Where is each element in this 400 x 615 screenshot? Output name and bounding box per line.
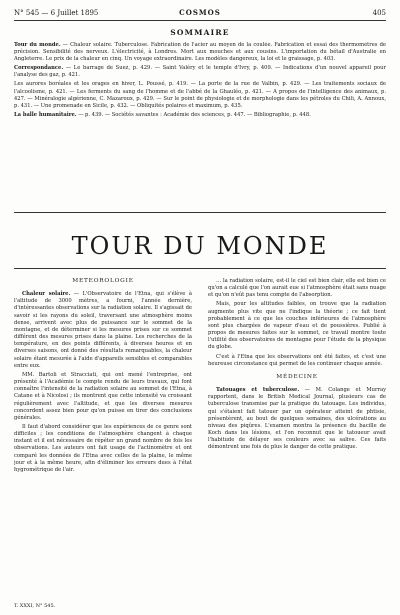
issue-info: N° 545 — 6 Juillet 1895 — [14, 9, 99, 17]
article-text: Il faut d'abord considérer que les expériences de ce genre sont difficiles ; les conditions de l'atmosphère changent à chaque instant et il est nécessaire de répéter un grand nombre de fois les observations. Les auteurs ont fait usage de l'actinomètre et ont comparé les données de l'Etna avec celles de la plaine, le même jour et à la même heure, afin d'éliminer les erreurs dues à l'état hygrométrique de l'air. — [14, 423, 192, 473]
sommaire-text: Les aurores boréales et les orages en hiver, L. Poussé, p. 419. — La porte de la rue de Valbin, p. 429. — Les traitements sociaux de l'alcoolisme, p. 421. — Les ferments du sang de l'homme et de l'abbé de la Ghauléo, p. 421. — A propos de l'intelligence des animaux, p. 427. — Minéralogie algérienne, C. Mazaroux, p. 429. — Sur le point de physiologie et de morphologie dans les pétroles du Chili, A. Annoux, p. 431. — Une promenade en Sicile, p. 432. — Obliquités polaires et maximum, p. 435. — [14, 81, 386, 109]
sommaire-paragraph — [14, 81, 386, 109]
sommaire-lead: Correspondance. — [14, 65, 64, 72]
article-text: MM. Bartoli et Stracciati, qui ont mené l'entreprise, ont présenté à l'Académie le compte rendu de leurs travaux, qui font connaître l'intensité de la radiation solaire au sommet de l'Etna, à Catane et à Nicolosi ; ils montrent que cette intensité va croissant régulièrement avec l'altitude, et que les diverses mesures concordent assez bien pour qu'on puisse en tirer des conclusions générales. — [14, 371, 192, 421]
header-rule — [14, 20, 386, 21]
journal-title: COSMOS — [179, 8, 221, 17]
column-heading: MÉTÉOROLOGIE — [72, 278, 134, 284]
article-paragraph — [208, 387, 386, 451]
sommaire-title: SOMMAIRE — [170, 28, 230, 37]
article-paragraph — [208, 278, 386, 299]
page-footer: T. XXXI, N° 545. — [14, 603, 56, 609]
article-text: — L'Observatoire de l'Etna, qui s'élève à l'altitude de 3000 mètres, a fourni, l'année dernière, d'intéressantes observations sur la radiation solaire. Il s'agissait de savoir si les rayons du soleil, traversant une atmosphère moins dense, arrivent avec plus de puissance sur le sommet de la montagne, et de déterminer si les mesures prises sur ce sommet différent des mesures prises dans la plaine. Les recherches de la température, en des points différents, à diverses heures et en diverses saisons, ont donné des résultats remarquables, la chaleur solaire étant mesurée à l'aide d'appareils sensibles et comparables entre eux. — [14, 291, 192, 369]
article-paragraph — [14, 291, 192, 370]
column-heading: MÉDECINE — [276, 373, 318, 380]
right-column — [208, 278, 386, 588]
section-rule — [14, 268, 386, 269]
page-number: 405 — [372, 9, 386, 17]
sommaire-paragraph — [14, 42, 386, 63]
article-text: Mais, pour les altitudes faibles, on trouve que la radiation augmente plus vite que ne l'indique la théorie ; ce fait tient probablement à ce que les couches inférieures de l'atmosphère sont plus chargées de vapeur d'eau et de poussières. Publié à propos de mesures faites sur le sommet, ce travail montre toute l'utilité des observatoires de montagne pour l'étude de la physique du globe. — [208, 301, 386, 351]
article-text: — M. Colange et Murray rapportent, dans le British Medical Journal, plusieurs cas de tuberculose transmise par la pratique du tatouage. Les individus, qui s'étaient fait tatouer par un opérateur atteint de phtisie, présentèrent, au bout de quelques semaines, des ulcérations au niveau des piqûres. L'examen montra la présence du bacille de Koch dans les lésions, et l'on reconnut que le tatoueur avait l'habitude de délayer ses couleurs avec sa salive. Ces faits démontrent une fois de plus le danger de cette pratique. — [208, 387, 386, 451]
sommaire-paragraph — [14, 112, 386, 119]
sommaire-text: — Le barrage de Suez, p. 429. — Saint Valéry et le temple d'Ivry, p. 409. — Indications d'un nouvel appareil pour l'analyse des gaz, p. 421. — [14, 65, 386, 79]
article-lead: Chaleur solaire. — [22, 291, 71, 298]
article-paragraph — [208, 354, 386, 368]
article-paragraph — [14, 372, 192, 422]
sommaire-lead: Tour du monde. — [14, 42, 61, 48]
sommaire-paragraph — [14, 65, 386, 79]
sommaire-text: — Chaleur solaire. Tuberculose. Fabrication de l'acier au moyen de la coulée. Fabrication et essai des thermomètres de précision. Sensibilité des nerveux. L'électricité, à Londres. Mort aux mouches et aux cousins. L'importation du bétail d'Australie en Angleterre. Le prix de la chaleur en cinq. Un voyage extraordinaire. Les modèles dangereux, la loi et le graissage, p. 403. — [14, 42, 386, 63]
article-paragraph — [208, 301, 386, 351]
sommaire-body — [14, 42, 386, 207]
page-header — [14, 7, 386, 19]
section-rule — [14, 212, 386, 213]
sommaire-lead: La balle humanitaire. — [14, 111, 77, 118]
article-lead: Tatouages et tuberculose. — [216, 387, 300, 394]
sommaire-text: — p. 439. — Sociétés savantes : Académie des sciences, p. 447. — Bibliographie, p. 448. — [76, 111, 311, 118]
article-paragraph — [14, 424, 192, 474]
article-text: … la radiation solaire, est-il le ciel est bien clair, elle est bien ce qu'on a calculé que l'on aurait eue si l'atmosphère était sans nuage et qu'on n'eût pas tenu compte de l'absorption. — [208, 278, 386, 299]
article-text: C'est à l'Etna que les observations ont été faites, et c'est une heureuse circonstance qui permet de les continuer chaque année. — [208, 353, 386, 367]
left-column — [14, 278, 192, 588]
section-title: TOUR DU MONDE — [71, 232, 329, 260]
